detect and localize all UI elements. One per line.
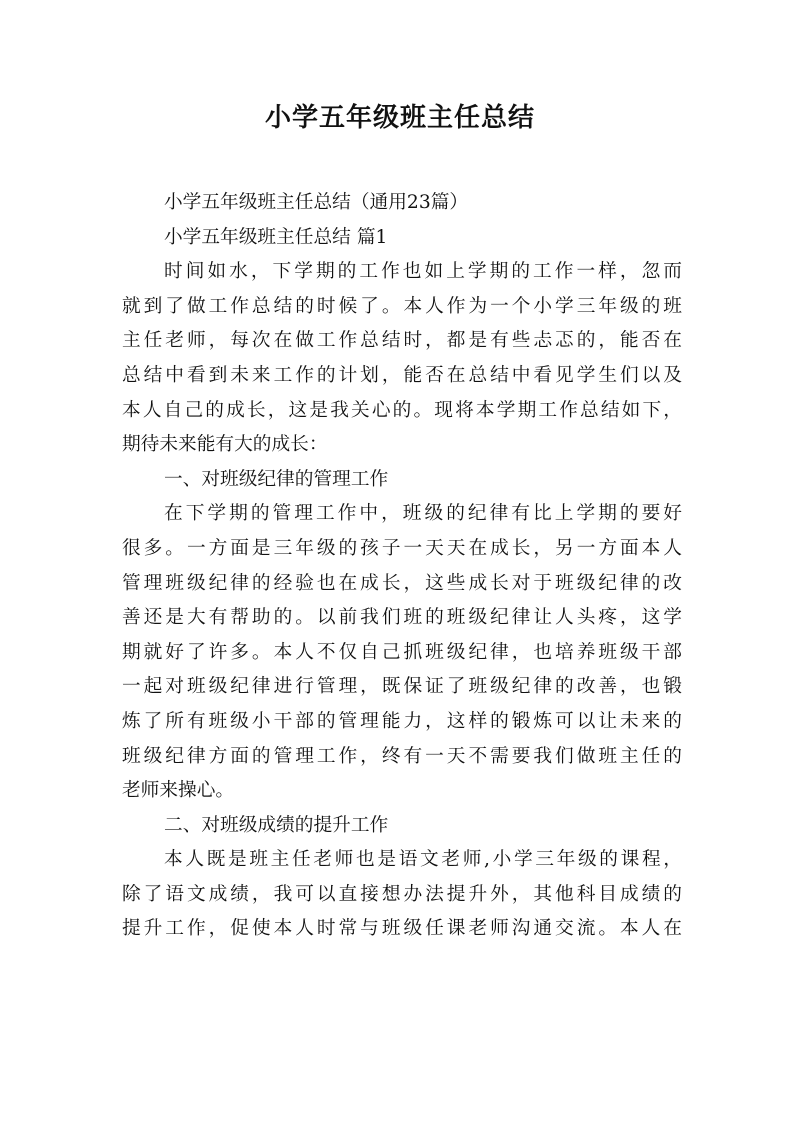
text-line: 期待未来能有大的成长： [122,434,328,456]
document-body [122,186,682,947]
text-line: 一起对班级纪律进行管理，既保证了班级纪律的改善，也锻 [122,676,682,698]
text-line: 就到了做工作总结的时候了。本人作为一个小学三年级的班 [122,295,682,317]
text-line: 主任老师，每次在做工作总结时，都是有些忐忑的，能否在 [122,330,682,352]
text-line: 二、对班级成绩的提升工作 [164,814,389,836]
text-line: 一、对班级纪律的管理工作 [164,468,389,490]
text-line: 提升工作，促使本人时常与班级任课老师沟通交流。本人在 [122,918,682,940]
text-line: 班级纪律方面的管理工作，终有一天不需要我们做班主任的 [122,745,682,767]
text-line: 小学五年级班主任总结 篇1 [164,226,388,248]
text-line: 本人既是班主任老师也是语文老师,小学三年级的课程， [164,849,682,871]
document-title: 小学五年级班主任总结 [264,103,535,133]
text-line: 总结中看到未来工作的计划，能否在总结中看见学生们以及 [122,364,682,386]
text-line: 在下学期的管理工作中，班级的纪律有比上学期的要好 [164,503,682,525]
text-line: 时间如水，下学期的工作也如上学期的工作一样，忽而 [164,261,682,283]
text-line: 很多。一方面是三年级的孩子一天天在成长，另一方面本人 [122,537,682,559]
text-line: 善还是大有帮助的。以前我们班的班级纪律让人头疼，这学 [122,607,682,629]
text-line: 管理班级纪律的经验也在成长，这些成长对于班级纪律的改 [122,572,682,594]
text-line: 期就好了许多。本人不仅自己抓班级纪律，也培养班级干部 [122,641,682,663]
text-line: 本人自己的成长，这是我关心的。现将本学期工作总结如下， [122,399,682,421]
text-line: 小学五年级班主任总结（通用23篇） [164,192,469,213]
text-line: 老师来操心。 [122,780,235,802]
text-line: 炼了所有班级小干部的管理能力，这样的锻炼可以让未来的 [122,710,682,732]
text-line: 除了语文成绩，我可以直接想办法提升外，其他科目成绩的 [122,883,682,905]
